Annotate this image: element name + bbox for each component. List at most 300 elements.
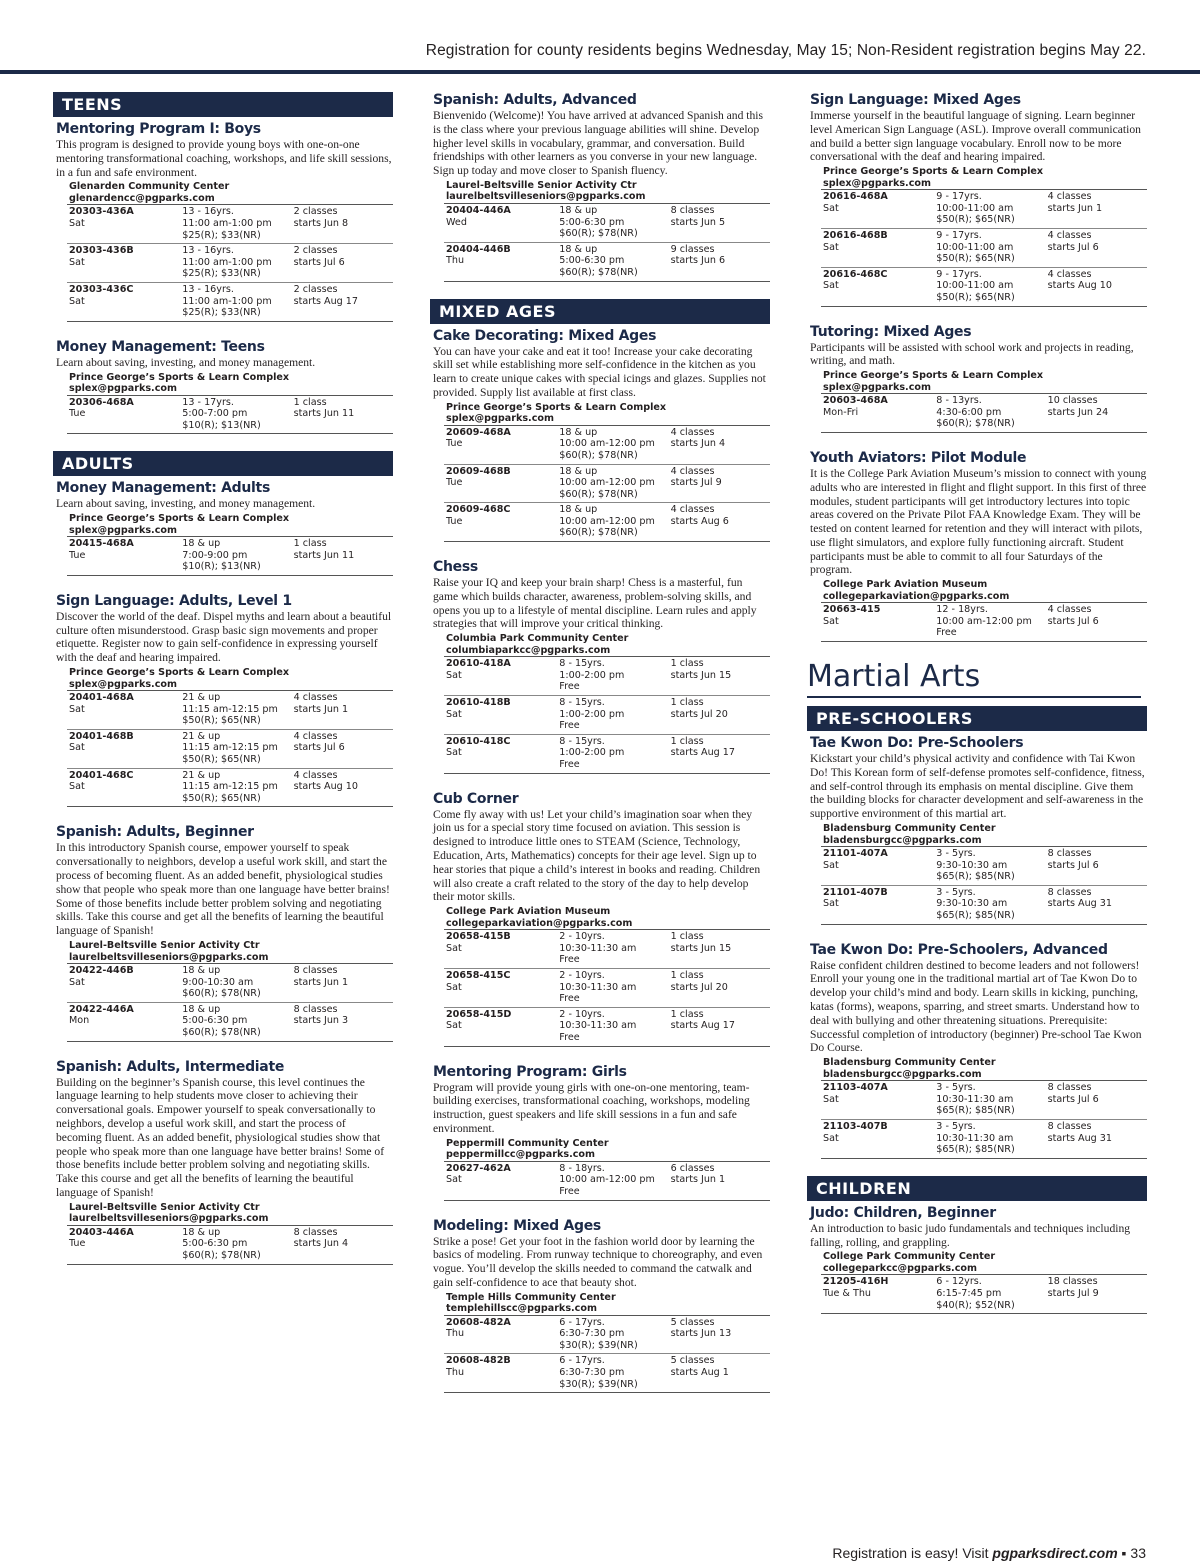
session-start: starts Aug 1 (670, 1367, 729, 1379)
page-footer (832, 1545, 1146, 1561)
session-code-cell (69, 245, 182, 280)
session-schedule-cell (1048, 1276, 1147, 1311)
session-fee: $50(R); $65(NR) (182, 754, 261, 766)
session-details-cell (559, 427, 670, 462)
course-block (53, 1059, 393, 1265)
session-row[interactable] (821, 394, 1147, 433)
session-age: 18 & up (559, 465, 598, 477)
location-email[interactable]: templehillscc@pgparks.com (446, 1303, 597, 1315)
session-count: 1 class (293, 396, 327, 408)
session-row[interactable] (67, 283, 393, 322)
registration-notice: Registration for county residents begins Wednesday, May 15; Non-Resident registration begins May 22. (425, 42, 1146, 59)
location-email[interactable]: collegeparkaviation@pgparks.com (446, 917, 633, 929)
session-row[interactable] (444, 465, 770, 504)
location-email[interactable]: laurelbeltsvilleseniors@pgparks.com (69, 951, 269, 963)
session-start: starts Jun 11 (293, 408, 355, 420)
session-code[interactable]: 20658-415B (446, 931, 511, 943)
session-fee: $40(R); $52(NR) (936, 1299, 1015, 1311)
session-code[interactable]: 20403-446A (69, 1226, 134, 1238)
session-code-cell (446, 1317, 559, 1352)
session-details-cell (936, 848, 1047, 883)
session-row[interactable] (821, 190, 1147, 229)
session-details-cell (182, 965, 293, 1000)
session-schedule-cell (671, 1009, 770, 1044)
session-time: 10:00 am-12:00 pm (559, 438, 655, 450)
location-email[interactable]: bladensburgcc@pgparks.com (823, 1068, 982, 1080)
session-age: 3 - 5yrs. (936, 1120, 976, 1132)
course-description: Learn about saving, investing, and money management. (56, 355, 316, 369)
session-code[interactable]: 20616-468A (823, 191, 888, 203)
session-age: 13 - 16yrs. (182, 245, 234, 257)
session-count: 5 classes (670, 1355, 715, 1367)
session-row[interactable] (67, 1226, 393, 1265)
session-schedule-cell (671, 697, 770, 732)
session-start: starts Jul 6 (1047, 241, 1099, 253)
session-table (444, 1161, 770, 1201)
session-start: starts Aug 17 (293, 295, 358, 307)
session-day: Sat (446, 942, 462, 954)
course-block (430, 1064, 770, 1201)
session-details-cell (559, 736, 670, 771)
footer-text: Registration is easy! Visit (832, 1545, 993, 1561)
session-fee: Free (559, 759, 580, 771)
session-day: Mon-Fri (823, 406, 859, 418)
session-day: Sat (69, 217, 85, 229)
session-row[interactable] (444, 735, 770, 774)
session-fee: Free (559, 954, 580, 966)
session-age: 18 & up (559, 426, 598, 438)
session-table (444, 929, 770, 1046)
session-details-cell (936, 1276, 1047, 1311)
session-code-cell (69, 397, 182, 432)
session-count: 8 classes (1047, 1120, 1092, 1132)
session-details-cell (559, 244, 670, 279)
course-description: Discover the world of the deaf. Dispel myths and learn about a beautiful culture often misunderstood. Grasp basic sign movements and proper etiquette. Register now to gain self-confidence in expressing yourself with the deaf and hearing impaired. (56, 609, 392, 665)
session-row[interactable] (67, 964, 393, 1003)
session-code[interactable]: 21101-407B (823, 886, 888, 898)
location-email[interactable]: splex@pgparks.com (823, 381, 931, 393)
course-block (807, 92, 1147, 307)
session-start: starts Aug 17 (670, 747, 735, 759)
session-age: 3 - 5yrs. (936, 848, 976, 860)
location-name: Prince George’s Sports & Learn Complex (446, 401, 667, 413)
session-code[interactable]: 20303-436C (69, 283, 134, 295)
session-details-cell (182, 770, 293, 805)
session-code[interactable]: 20608-482A (446, 1316, 511, 1328)
session-table (67, 1225, 393, 1265)
session-row[interactable] (821, 1120, 1147, 1159)
session-code[interactable]: 20608-482B (446, 1355, 511, 1367)
session-time: 10:30-11:30 am (936, 1093, 1014, 1105)
session-schedule-cell (671, 736, 770, 771)
session-count: 8 classes (1047, 848, 1092, 860)
session-code[interactable]: 20616-468C (823, 268, 888, 280)
page-number: 33 (1130, 1545, 1146, 1561)
session-code-cell (446, 697, 559, 732)
location-email[interactable]: splex@pgparks.com (69, 383, 177, 395)
session-table (444, 1315, 770, 1394)
session-fee: $60(R); $78(NR) (559, 228, 638, 240)
session-details-cell (559, 1009, 670, 1044)
session-code[interactable]: 20401-468A (69, 692, 134, 704)
session-row[interactable] (444, 243, 770, 282)
session-schedule-cell (671, 1163, 770, 1198)
session-age: 13 - 17yrs. (182, 396, 234, 408)
session-age: 2 - 10yrs. (559, 931, 605, 943)
location-email[interactable]: columbiaparkcc@pgparks.com (446, 644, 611, 656)
session-count: 8 classes (293, 1003, 338, 1015)
session-schedule-cell (671, 466, 770, 501)
session-table (444, 656, 770, 773)
location-email[interactable]: glenardencc@pgparks.com (69, 192, 215, 204)
session-count: 4 classes (1047, 604, 1092, 616)
session-time: 10:00 am-12:00 pm (936, 615, 1032, 627)
course-title: Spanish: Adults, Intermediate (56, 1058, 285, 1075)
session-code[interactable]: 21205-416H (823, 1276, 889, 1288)
session-day: Tue (446, 477, 463, 489)
session-row[interactable] (444, 503, 770, 542)
session-day: Sat (69, 295, 85, 307)
session-row[interactable] (67, 205, 393, 244)
session-row[interactable] (67, 244, 393, 283)
session-day: Tue (69, 408, 86, 420)
course-block (807, 324, 1147, 433)
session-time: 11:15 am-12:15 pm (182, 742, 278, 754)
location-name: Prince George’s Sports & Learn Complex (69, 513, 290, 525)
session-schedule-cell (671, 658, 770, 693)
session-day: Sat (446, 708, 462, 720)
course-title: Money Management: Teens (56, 338, 265, 355)
section-band: MIXED AGES (430, 299, 770, 324)
session-fee: Free (559, 681, 580, 693)
session-row[interactable] (444, 657, 770, 696)
session-fee: $60(R); $78(NR) (182, 1026, 261, 1038)
session-code-cell (823, 848, 936, 883)
session-code[interactable]: 20609-468C (446, 504, 511, 516)
session-code-cell (446, 931, 559, 966)
session-row[interactable] (67, 537, 393, 576)
session-count: 1 class (293, 538, 327, 550)
session-table (821, 1080, 1147, 1159)
session-row[interactable] (444, 1354, 770, 1393)
session-time: 10:00-11:00 am (936, 241, 1014, 253)
session-code[interactable]: 20609-468B (446, 465, 511, 477)
session-day: Thu (446, 255, 465, 267)
course-description: Bienvenido (Welcome)! You have arrived at advanced Spanish and this is the class where your previous language abilities will shine. Develop higher level skills in vocabulary, grammar, and conversation. Build friendships with other learners as you converse in your new language. Sign up today and move closer to Spanish fluency. (433, 109, 764, 178)
location-name: Prince George’s Sports & Learn Complex (69, 667, 290, 679)
session-day: Tue (446, 438, 463, 450)
session-code-cell (823, 269, 936, 304)
session-fee: $30(R); $39(NR) (559, 1378, 638, 1390)
session-fee: $60(R); $78(NR) (182, 988, 261, 1000)
session-row[interactable] (444, 1162, 770, 1201)
session-schedule-cell (294, 965, 393, 1000)
session-row[interactable] (67, 691, 393, 730)
session-age: 8 - 15yrs. (559, 658, 605, 670)
course-title: Modeling: Mixed Ages (433, 1217, 601, 1234)
session-count: 1 class (670, 969, 704, 981)
location-email[interactable]: collegeparkaviation@pgparks.com (823, 590, 1010, 602)
session-day: Sat (446, 1174, 462, 1186)
course-description: Raise your IQ and keep your brain sharp! Chess is a masterful, fun game which builds character, awareness, problem-solving skills, and opens you up to a lifestyle of mental discipline. Learn rules and apply strategies that will improve your critical thinking. (433, 576, 757, 631)
session-time: 9:30-10:30 am (936, 898, 1008, 910)
session-age: 12 - 18yrs. (936, 604, 988, 616)
course-title: Spanish: Adults, Beginner (56, 824, 254, 841)
course-title: Mentoring Program I: Boys (56, 121, 261, 137)
session-code[interactable]: 20609-468A (446, 426, 511, 438)
session-time: 10:00 am-12:00 pm (559, 477, 655, 489)
course-description: You can have your cake and eat it too! Increase your cake decorating skill set while establishing more self-confidence in the kitchen as you learn to create unique cakes with special icings and glazes. Supplies not provided. Supply list available at first class. (433, 344, 766, 399)
session-row[interactable] (444, 1008, 770, 1047)
location-email[interactable]: splex@pgparks.com (446, 413, 554, 425)
session-day: Tue & Thu (823, 1287, 871, 1299)
session-day: Sat (446, 1020, 462, 1032)
session-row[interactable] (444, 1316, 770, 1355)
session-fee: $65(R); $85(NR) (936, 1105, 1015, 1117)
session-code[interactable]: 20415-468A (69, 538, 134, 550)
session-schedule-cell (671, 1355, 770, 1390)
session-age: 8 - 18yrs. (559, 1162, 605, 1174)
session-count: 8 classes (293, 1226, 338, 1238)
session-code[interactable]: 20616-468B (823, 229, 888, 241)
session-code[interactable]: 20627-462A (446, 1162, 511, 1174)
session-details-cell (182, 1004, 293, 1039)
location-email[interactable]: splex@pgparks.com (69, 524, 177, 536)
session-time: 10:30-11:30 am (559, 942, 637, 954)
session-code-cell (446, 1355, 559, 1390)
session-schedule-cell (671, 970, 770, 1005)
location-name: Temple Hills Community Center (446, 1291, 616, 1303)
session-row[interactable] (67, 1003, 393, 1042)
session-count: 4 classes (293, 769, 338, 781)
session-schedule-cell (1048, 1082, 1147, 1117)
session-details-cell (936, 1082, 1047, 1117)
session-code[interactable]: 20610-418A (446, 658, 511, 670)
footer-separator: ▪ (1117, 1545, 1131, 1561)
session-row[interactable] (67, 769, 393, 808)
session-start: starts Jun 1 (293, 703, 349, 715)
session-row[interactable] (821, 1275, 1147, 1314)
session-code[interactable]: 21103-407A (823, 1082, 888, 1094)
session-code[interactable]: 20401-468B (69, 730, 134, 742)
location-email[interactable]: splex@pgparks.com (823, 177, 931, 189)
session-start: starts Aug 10 (293, 781, 358, 793)
course-block (430, 559, 770, 774)
session-day: Sat (446, 669, 462, 681)
session-schedule-cell (671, 1317, 770, 1352)
session-fee: $60(R); $78(NR) (936, 418, 1015, 430)
session-time: 10:00 am-12:00 pm (559, 515, 655, 527)
session-start: starts Jul 20 (670, 708, 728, 720)
session-age: 13 - 16yrs. (182, 206, 234, 218)
header-rule (0, 70, 1200, 74)
course-block (430, 1218, 770, 1394)
session-day: Wed (446, 216, 467, 228)
location-name: Bladensburg Community Center (823, 823, 996, 835)
session-schedule-cell (671, 205, 770, 240)
session-code-cell (823, 230, 936, 265)
location-name: Bladensburg Community Center (823, 1057, 996, 1069)
session-fee: Free (559, 1185, 580, 1197)
session-start: starts Aug 17 (670, 1020, 735, 1032)
session-time: 1:00-2:00 pm (559, 669, 625, 681)
session-code-cell (823, 395, 936, 430)
session-start: starts Jul 6 (1047, 1093, 1099, 1105)
session-start: starts Jun 4 (670, 438, 726, 450)
section-band: TEENS (53, 92, 393, 117)
session-fee: $60(R); $78(NR) (182, 1249, 261, 1261)
session-count: 5 classes (670, 1316, 715, 1328)
session-code-cell (446, 504, 559, 539)
session-count: 2 classes (293, 206, 338, 218)
session-count: 6 classes (670, 1162, 715, 1174)
session-row[interactable] (821, 268, 1147, 307)
section-band: ADULTS (53, 451, 393, 476)
session-time: 11:00 am-1:00 pm (182, 256, 272, 268)
session-fee: $50(R); $65(NR) (182, 792, 261, 804)
session-table (821, 393, 1147, 433)
session-code-cell (446, 205, 559, 240)
session-code[interactable]: 20422-446B (69, 965, 134, 976)
session-code[interactable]: 20422-446A (69, 1003, 134, 1015)
session-fee: $65(R); $85(NR) (936, 871, 1015, 883)
session-age: 13 - 16yrs. (182, 283, 234, 295)
course-title: Tae Kwon Do: Pre-Schoolers, Advanced (810, 941, 1108, 958)
course-block (430, 92, 770, 282)
session-code[interactable]: 20663-415 (823, 604, 881, 616)
session-day: Sat (446, 981, 462, 993)
session-start: starts Jun 15 (670, 942, 732, 954)
session-row[interactable] (444, 426, 770, 465)
session-code[interactable]: 20658-415D (446, 1008, 512, 1020)
session-row[interactable] (821, 1081, 1147, 1120)
session-table (821, 1274, 1147, 1314)
course-title: Cub Corner (433, 790, 519, 807)
session-row[interactable] (444, 969, 770, 1008)
session-count: 1 class (670, 1008, 704, 1020)
location-name: College Park Aviation Museum (823, 579, 988, 591)
footer-site-link[interactable]: pgparksdirect.com (992, 1545, 1118, 1561)
course-block (807, 450, 1147, 642)
session-day: Sat (69, 256, 85, 268)
session-time: 5:00-6:30 pm (559, 216, 625, 228)
session-schedule-cell (294, 1227, 393, 1262)
session-code-cell (69, 692, 182, 727)
session-time: 5:00-6:30 pm (182, 1238, 248, 1250)
session-code-cell (446, 427, 559, 462)
session-code[interactable]: 20303-436A (69, 206, 134, 218)
session-row[interactable] (444, 696, 770, 735)
session-age: 3 - 5yrs. (936, 1082, 976, 1094)
session-age: 18 & up (182, 1003, 221, 1015)
session-code[interactable]: 20610-418B (446, 697, 511, 709)
session-time: 5:00-6:30 pm (182, 1015, 248, 1027)
session-details-cell (559, 697, 670, 732)
session-code[interactable]: 20306-468A (69, 396, 134, 408)
session-age: 9 - 17yrs. (936, 229, 982, 241)
location-name: College Park Community Center (823, 1251, 996, 1263)
location-name: Prince George’s Sports & Learn Complex (823, 370, 1044, 382)
course-description: In this introductory Spanish course, empower yourself to speak conversationally to neighbors, develop a useful work skill, and start the process of becoming fluent. As an added benefit, physiological studies show that people who speak more than one language have better brains! Some of those benefits include better problem solving and negotiating skills. Take this course and get all the benefits of learning the beautiful language of Spanish! (56, 841, 390, 938)
session-details-cell (559, 1317, 670, 1352)
session-start: starts Aug 10 (1047, 280, 1112, 292)
course-block (807, 1205, 1147, 1314)
session-fee: $60(R); $78(NR) (559, 449, 638, 461)
session-count: 4 classes (293, 692, 338, 704)
session-schedule-cell (294, 397, 393, 432)
session-details-cell (936, 887, 1047, 922)
session-details-cell (182, 538, 293, 573)
location-email[interactable]: peppermillcc@pgparks.com (446, 1149, 595, 1161)
session-row[interactable] (444, 204, 770, 243)
location-email[interactable]: splex@pgparks.com (69, 678, 177, 690)
session-row[interactable] (821, 229, 1147, 268)
session-code-cell (69, 538, 182, 573)
session-code[interactable]: 20610-418C (446, 735, 511, 747)
session-code[interactable]: 21101-407A (823, 848, 888, 860)
session-day: Tue (69, 549, 86, 561)
session-count: 1 class (670, 697, 704, 709)
course-block (53, 339, 393, 435)
session-row[interactable] (821, 603, 1147, 642)
session-row[interactable] (821, 847, 1147, 886)
session-time: 6:30-7:30 pm (559, 1367, 625, 1379)
location-name: Prince George’s Sports & Learn Complex (823, 166, 1044, 178)
session-day: Sat (823, 280, 839, 292)
session-code-cell (823, 1276, 936, 1311)
course-block (430, 328, 770, 543)
session-code[interactable]: 20603-468A (823, 395, 888, 407)
session-count: 8 classes (293, 965, 338, 976)
location-email[interactable]: collegeparkcc@pgparks.com (823, 1262, 977, 1274)
session-fee: $60(R); $78(NR) (559, 266, 638, 278)
session-details-cell (559, 658, 670, 693)
session-code[interactable]: 20658-415C (446, 969, 511, 981)
session-details-cell (936, 191, 1047, 226)
session-row[interactable] (821, 886, 1147, 925)
session-code[interactable]: 21103-407B (823, 1120, 888, 1132)
location-email[interactable]: laurelbeltsvilleseniors@pgparks.com (446, 191, 646, 203)
session-table (444, 203, 770, 282)
session-row[interactable] (67, 730, 393, 769)
session-schedule-cell (1048, 191, 1147, 226)
session-code[interactable]: 20401-468C (69, 769, 134, 781)
location-email[interactable]: laurelbeltsvilleseniors@pgparks.com (69, 1213, 269, 1225)
session-row[interactable] (67, 396, 393, 435)
session-code[interactable]: 20404-446A (446, 204, 511, 216)
session-age: 9 - 17yrs. (936, 191, 982, 203)
session-count: 18 classes (1047, 1276, 1098, 1288)
session-fee: $25(R); $33(NR) (182, 229, 261, 241)
session-schedule-cell (294, 538, 393, 573)
course-title: Mentoring Program: Girls (433, 1063, 627, 1080)
session-code-cell (69, 770, 182, 805)
location-name: Prince George’s Sports & Learn Complex (69, 371, 290, 383)
session-code-cell (446, 736, 559, 771)
session-code[interactable]: 20404-446B (446, 243, 511, 255)
session-count: 2 classes (293, 283, 338, 295)
location-name: Glenarden Community Center (69, 181, 230, 193)
session-start: starts Jun 1 (293, 976, 349, 988)
session-age: 18 & up (559, 204, 598, 216)
session-code[interactable]: 20303-436B (69, 245, 134, 257)
location-email[interactable]: bladensburgcc@pgparks.com (823, 834, 982, 846)
course-description: An introduction to basic judo fundamentals and techniques including falling, rolling, and grappling. (810, 1221, 1131, 1249)
session-code-cell (446, 970, 559, 1005)
session-row[interactable] (444, 930, 770, 969)
session-fee: $50(R); $65(NR) (936, 291, 1015, 303)
session-count: 8 classes (1047, 1082, 1092, 1094)
